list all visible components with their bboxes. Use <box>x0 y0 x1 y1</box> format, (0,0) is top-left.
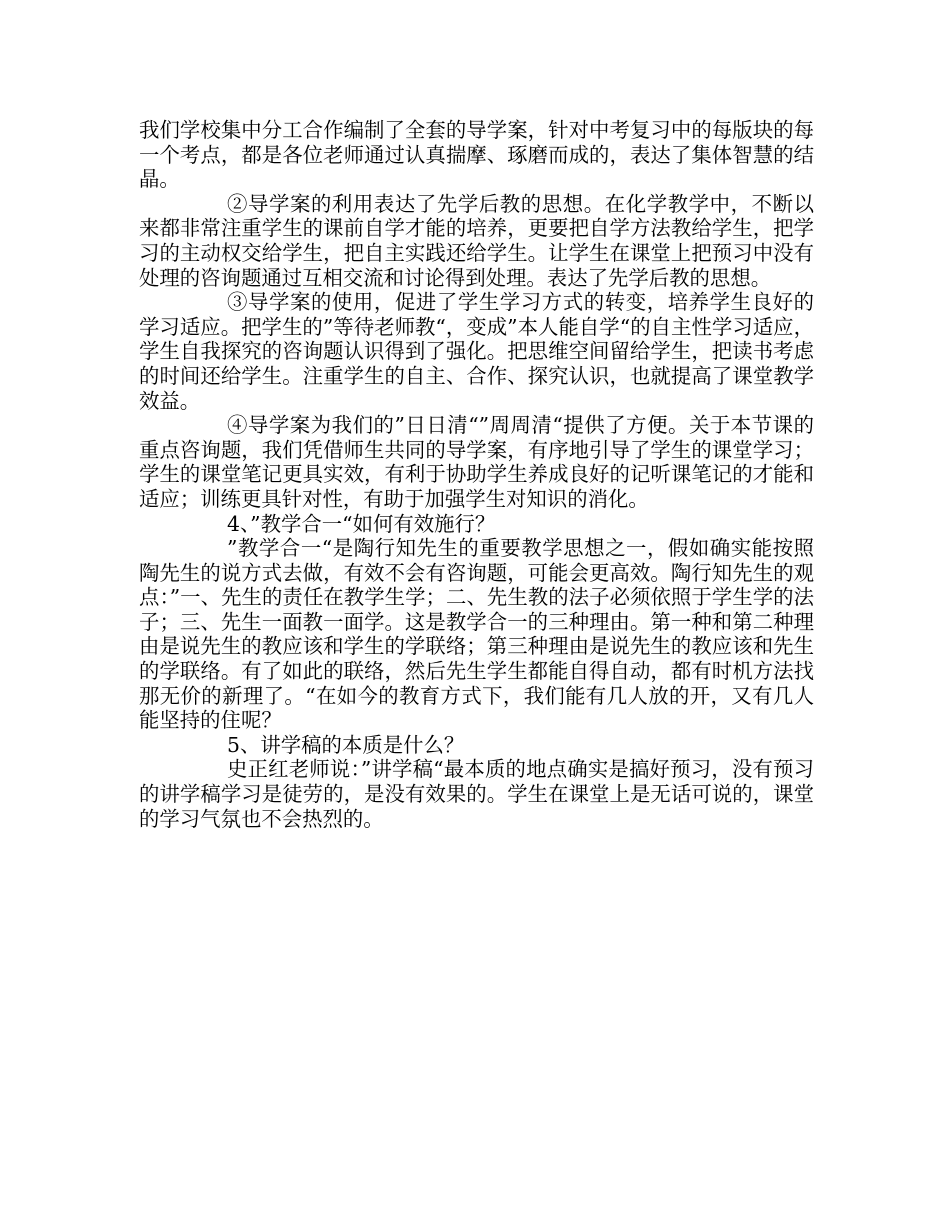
section-heading-4: 4、”教学合一“如何有效施行？ <box>227 511 496 536</box>
paragraph-point-4: ④导学案为我们的”日日清“”周周清“提供了方便。关于本节课的重点咨询题，我们凭借师生共同的导学案，有序地引导了学生的课堂学习；学生的课堂笔记更具实效，有利于协助学生养成良好的记听课笔记的才能和适应；训练更具针对性，有助于加强学生对知识的消化。 <box>139 413 814 511</box>
paragraph-point-3: ③导学案的使用，促进了学生学习方式的转变，培养学生良好的学习适应。把学生的”等待老师教“，变成”本人能自学“的自主性学习适应，学生自我探究的咨询题认识得到了强化。把思维空间留给学生，把读书考虑的时间还给学生。注重学生的自主、合作、探究认识，也就提高了课堂教学效益。 <box>139 290 814 413</box>
paragraph-teaching-unity: ”教学合一“是陶行知先生的重要教学思想之一，假如确实能按照陶先生的说方式去做，有效不会有咨询题，可能会更高效。陶行知先生的观点：”一、先生的责任在教学生学；二、先生教的法子必须依照于学生学的法子；三、先生一面教一面学。这是教学合一的三种理由。第一种和第二种理由是说先生的教应该和学生的学联络；第三种理由是说先生的教应该和先生的学联络。有了如此的联络，然后先生学生都能自得自动，都有时机方法找那无价的新理了。“在如今的教育方式下，我们能有几人放的开，又有几人能坚持的住呢？ <box>139 536 814 733</box>
document-body <box>139 118 814 831</box>
paragraph-point-2: ②导学案的利用表达了先学后教的思想。在化学教学中，不断以来都非常注重学生的课前自学才能的培养，更要把自学方法教给学生，把学习的主动权交给学生，把自主实践还给学生。让学生在课堂上把预习中没有处理的咨询题通过互相交流和讨论得到处理。表达了先学后教的思想。 <box>139 191 814 290</box>
paragraph-lecture-draft: 史正红老师说：”讲学稿“最本质的地点确实是搞好预习，没有预习的讲学稿学习是徒劳的，是没有效果的。学生在课堂上是无话可说的，课堂的学习气氛也不会热烈的。 <box>139 757 814 831</box>
section-heading-5: 5、讲学稿的本质是什么？ <box>227 732 465 757</box>
paragraph-intro: 我们学校集中分工合作编制了全套的导学案，针对中考复习中的每版块的每一个考点，都是各位老师通过认真揣摩、琢磨而成的，表达了集体智慧的结晶。 <box>139 118 814 192</box>
